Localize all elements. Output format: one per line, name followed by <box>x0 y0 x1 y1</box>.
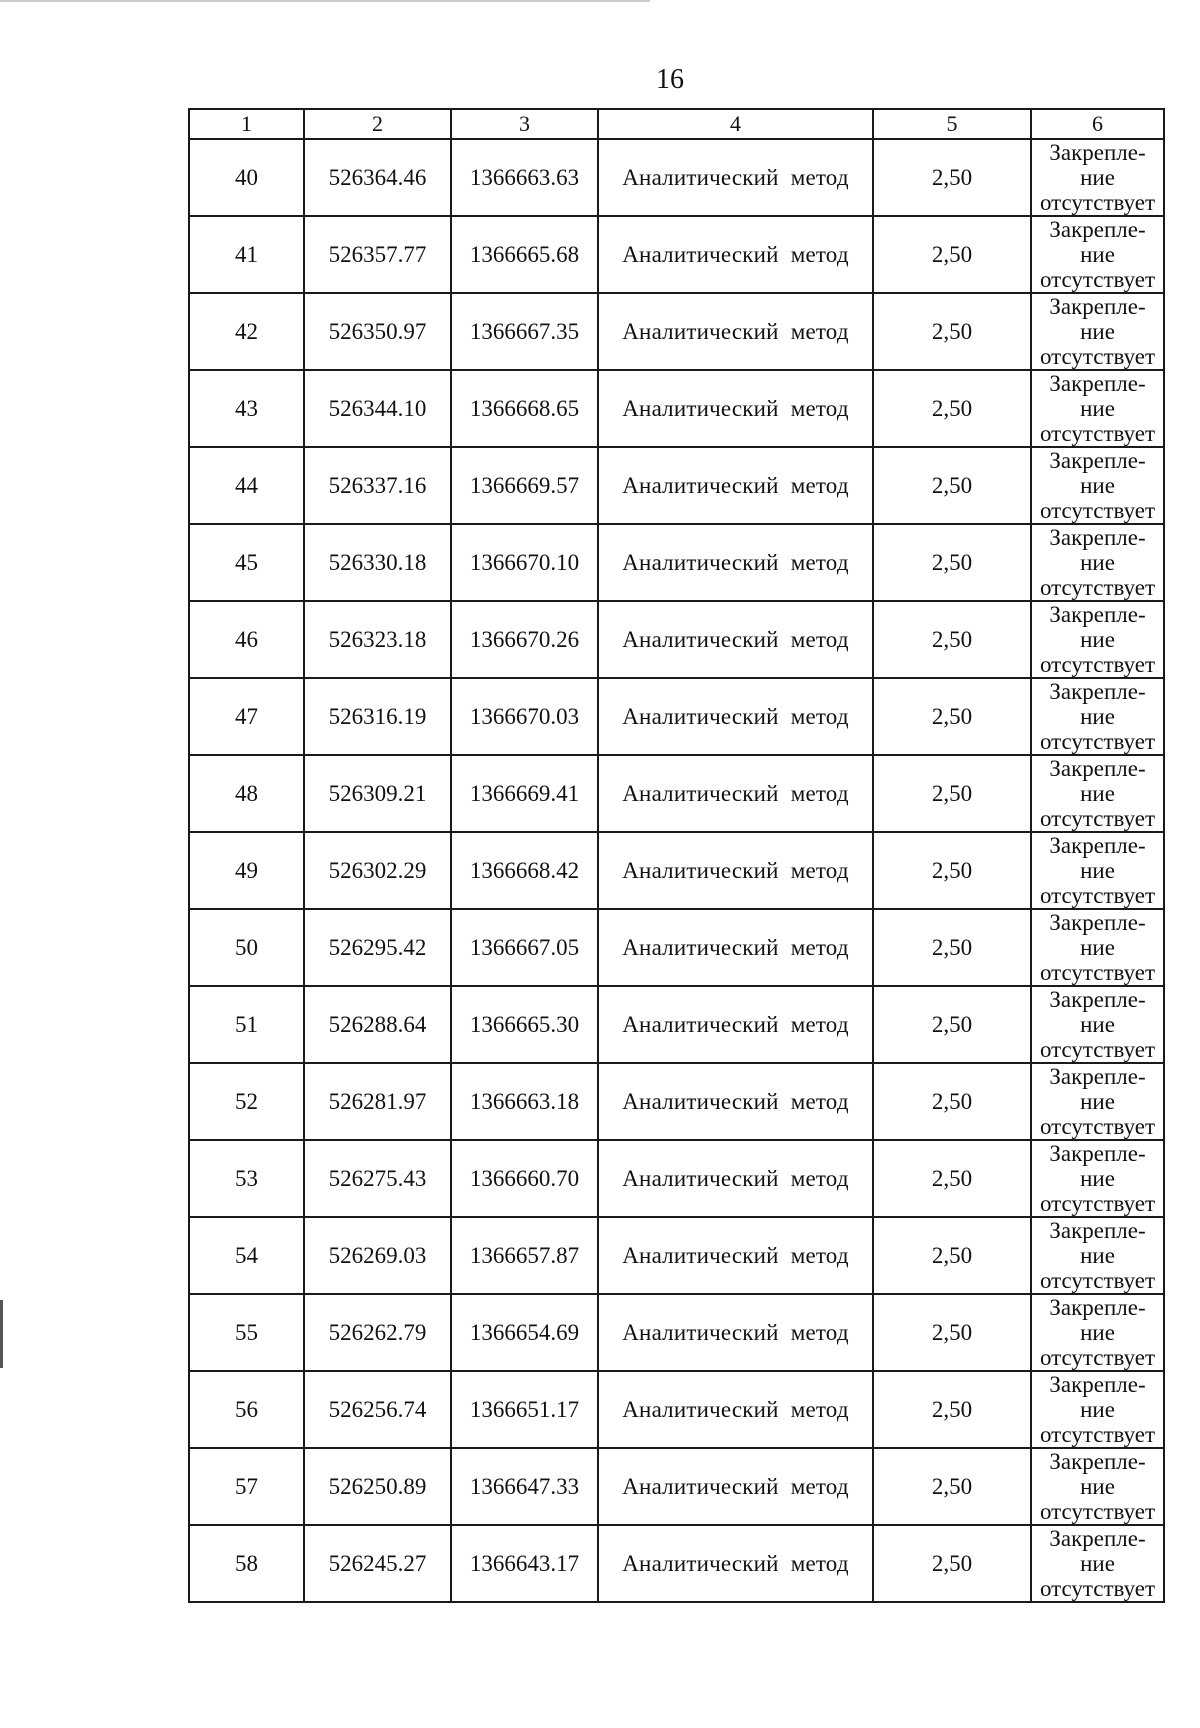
method-word: Аналитический <box>622 626 779 652</box>
accuracy-cell: 2,50 <box>873 139 1031 216</box>
point-number-cell: 41 <box>189 216 304 293</box>
fixation-note-line: Закрепле- <box>1049 525 1146 550</box>
method-word: Аналитический <box>622 934 779 960</box>
fixation-note-line: Закрепле- <box>1049 833 1146 858</box>
method-cell <box>598 216 873 293</box>
point-number-cell: 56 <box>189 1371 304 1448</box>
fixation-note-line: Закрепле- <box>1049 1295 1146 1320</box>
point-number-cell: 42 <box>189 293 304 370</box>
fixation-note-line: ние <box>1080 1320 1115 1345</box>
fixation-note-line: ние <box>1080 165 1115 190</box>
fixation-note-line: отсутствует <box>1039 1422 1156 1447</box>
point-number-cell: 51 <box>189 986 304 1063</box>
x-coordinate-cell: 526350.97 <box>304 293 451 370</box>
fixation-note-line: Закрепле- <box>1049 1218 1146 1243</box>
fixation-note-line: ние <box>1080 781 1115 806</box>
fixation-note-line: ние <box>1080 1397 1115 1422</box>
method-cell <box>598 1448 873 1525</box>
fixation-note-cell <box>1031 524 1164 601</box>
x-coordinate-cell: 526357.77 <box>304 216 451 293</box>
method-word: метод <box>790 626 849 652</box>
accuracy-cell: 2,50 <box>873 986 1031 1063</box>
fixation-note-cell <box>1031 755 1164 832</box>
method-word: метод <box>790 1165 849 1191</box>
method-word: метод <box>790 1319 849 1345</box>
x-coordinate-cell: 526245.27 <box>304 1525 451 1602</box>
point-number-cell: 47 <box>189 678 304 755</box>
x-coordinate-cell: 526288.64 <box>304 986 451 1063</box>
point-number-cell: 52 <box>189 1063 304 1140</box>
y-coordinate-cell: 1366665.30 <box>451 986 598 1063</box>
fixation-note-line: отсутствует <box>1039 729 1156 754</box>
y-coordinate-cell: 1366657.87 <box>451 1217 598 1294</box>
table-row <box>189 524 1164 601</box>
table-row <box>189 293 1164 370</box>
y-coordinate-cell: 1366663.63 <box>451 139 598 216</box>
fixation-note-line: отсутствует <box>1039 960 1156 985</box>
point-number-cell: 57 <box>189 1448 304 1525</box>
y-coordinate-cell: 1366669.57 <box>451 447 598 524</box>
y-coordinate-cell: 1366670.26 <box>451 601 598 678</box>
y-coordinate-cell: 1366669.41 <box>451 755 598 832</box>
method-cell <box>598 293 873 370</box>
accuracy-cell: 2,50 <box>873 370 1031 447</box>
method-cell <box>598 1063 873 1140</box>
fixation-note-line: отсутствует <box>1039 1345 1156 1370</box>
table-row <box>189 1294 1164 1371</box>
point-number-cell: 53 <box>189 1140 304 1217</box>
fixation-note-line: отсутствует <box>1039 1268 1156 1293</box>
point-number-cell: 49 <box>189 832 304 909</box>
method-word: метод <box>790 703 849 729</box>
table-row <box>189 139 1164 216</box>
fixation-note-line: Закрепле- <box>1049 140 1146 165</box>
accuracy-cell: 2,50 <box>873 1063 1031 1140</box>
page-number: 16 <box>656 64 684 95</box>
method-word: Аналитический <box>622 549 779 575</box>
method-word: метод <box>790 1242 849 1268</box>
method-word: Аналитический <box>622 1396 779 1422</box>
y-coordinate-cell: 1366668.65 <box>451 370 598 447</box>
table-row <box>189 601 1164 678</box>
y-coordinate-cell: 1366660.70 <box>451 1140 598 1217</box>
method-word: метод <box>790 1473 849 1499</box>
method-word: метод <box>790 1088 849 1114</box>
fixation-note-line: отсутствует <box>1039 1114 1156 1139</box>
method-word: метод <box>790 241 849 267</box>
fixation-note-line: отсутствует <box>1039 421 1156 446</box>
method-cell <box>598 139 873 216</box>
x-coordinate-cell: 526269.03 <box>304 1217 451 1294</box>
y-coordinate-cell: 1366663.18 <box>451 1063 598 1140</box>
accuracy-cell: 2,50 <box>873 601 1031 678</box>
fixation-note-line: отсутствует <box>1039 1499 1156 1524</box>
point-number-cell: 54 <box>189 1217 304 1294</box>
method-word: метод <box>790 395 849 421</box>
table-row <box>189 370 1164 447</box>
fixation-note-line: отсутствует <box>1039 652 1156 677</box>
coordinates-table <box>188 108 1165 1603</box>
fixation-note-line: ние <box>1080 704 1115 729</box>
method-word: Аналитический <box>622 1088 779 1114</box>
x-coordinate-cell: 526256.74 <box>304 1371 451 1448</box>
fixation-note-line: Закрепле- <box>1049 602 1146 627</box>
method-word: метод <box>790 857 849 883</box>
fixation-note-line: Закрепле- <box>1049 1141 1146 1166</box>
fixation-note-line: Закрепле- <box>1049 1372 1146 1397</box>
accuracy-cell: 2,50 <box>873 1448 1031 1525</box>
y-coordinate-cell: 1366643.17 <box>451 1525 598 1602</box>
fixation-note-line: ние <box>1080 627 1115 652</box>
fixation-note-line: отсутствует <box>1039 883 1156 908</box>
accuracy-cell: 2,50 <box>873 909 1031 986</box>
method-cell <box>598 1371 873 1448</box>
method-cell <box>598 1294 873 1371</box>
fixation-note-line: Закрепле- <box>1049 679 1146 704</box>
fixation-note-line: Закрепле- <box>1049 1526 1146 1551</box>
fixation-note-cell <box>1031 1140 1164 1217</box>
method-cell <box>598 678 873 755</box>
accuracy-cell: 2,50 <box>873 832 1031 909</box>
fixation-note-cell <box>1031 1217 1164 1294</box>
method-word: Аналитический <box>622 1550 779 1576</box>
method-word: метод <box>790 1396 849 1422</box>
method-word: Аналитический <box>622 780 779 806</box>
method-cell <box>598 832 873 909</box>
fixation-note-cell <box>1031 1063 1164 1140</box>
accuracy-cell: 2,50 <box>873 755 1031 832</box>
y-coordinate-cell: 1366667.05 <box>451 909 598 986</box>
x-coordinate-cell: 526275.43 <box>304 1140 451 1217</box>
fixation-note-line: отсутствует <box>1039 575 1156 600</box>
x-coordinate-cell: 526262.79 <box>304 1294 451 1371</box>
fixation-note-line: ние <box>1080 242 1115 267</box>
point-number-cell: 40 <box>189 139 304 216</box>
method-cell <box>598 755 873 832</box>
method-cell <box>598 370 873 447</box>
column-number-2: 2 <box>304 109 451 139</box>
fixation-note-line: ние <box>1080 1474 1115 1499</box>
method-cell <box>598 1140 873 1217</box>
accuracy-cell: 2,50 <box>873 1294 1031 1371</box>
fixation-note-line: ние <box>1080 858 1115 883</box>
fixation-note-cell <box>1031 1448 1164 1525</box>
method-word: метод <box>790 1011 849 1037</box>
fixation-note-cell <box>1031 370 1164 447</box>
fixation-note-line: отсутствует <box>1039 1037 1156 1062</box>
method-word: Аналитический <box>622 318 779 344</box>
fixation-note-line: ние <box>1080 1012 1115 1037</box>
table-row <box>189 216 1164 293</box>
method-word: метод <box>790 472 849 498</box>
fixation-note-cell <box>1031 909 1164 986</box>
fixation-note-cell <box>1031 139 1164 216</box>
fixation-note-cell <box>1031 1294 1164 1371</box>
accuracy-cell: 2,50 <box>873 1371 1031 1448</box>
fixation-note-line: ние <box>1080 1089 1115 1114</box>
point-number-cell: 46 <box>189 601 304 678</box>
x-coordinate-cell: 526295.42 <box>304 909 451 986</box>
fixation-note-line: отсутствует <box>1039 267 1156 292</box>
point-number-cell: 58 <box>189 1525 304 1602</box>
fixation-note-line: Закрепле- <box>1049 371 1146 396</box>
method-word: метод <box>790 318 849 344</box>
method-word: Аналитический <box>622 1011 779 1037</box>
table-row <box>189 1140 1164 1217</box>
fixation-note-line: ние <box>1080 319 1115 344</box>
accuracy-cell: 2,50 <box>873 216 1031 293</box>
method-word: метод <box>790 164 849 190</box>
fixation-note-cell <box>1031 832 1164 909</box>
table-row <box>189 986 1164 1063</box>
column-number-1: 1 <box>189 109 304 139</box>
method-word: Аналитический <box>622 472 779 498</box>
method-cell <box>598 1217 873 1294</box>
fixation-note-line: отсутствует <box>1039 344 1156 369</box>
table-row <box>189 1448 1164 1525</box>
method-word: метод <box>790 934 849 960</box>
y-coordinate-cell: 1366665.68 <box>451 216 598 293</box>
table-row <box>189 1063 1164 1140</box>
x-coordinate-cell: 526281.97 <box>304 1063 451 1140</box>
fixation-note-cell <box>1031 293 1164 370</box>
table-row <box>189 1217 1164 1294</box>
fixation-note-cell <box>1031 216 1164 293</box>
method-word: Аналитический <box>622 1242 779 1268</box>
accuracy-cell: 2,50 <box>873 1217 1031 1294</box>
fixation-note-line: ние <box>1080 550 1115 575</box>
method-word: метод <box>790 549 849 575</box>
accuracy-cell: 2,50 <box>873 1525 1031 1602</box>
accuracy-cell: 2,50 <box>873 293 1031 370</box>
method-word: Аналитический <box>622 1473 779 1499</box>
method-word: метод <box>790 780 849 806</box>
column-number-4: 4 <box>598 109 873 139</box>
fixation-note-line: ние <box>1080 396 1115 421</box>
x-coordinate-cell: 526316.19 <box>304 678 451 755</box>
x-coordinate-cell: 526344.10 <box>304 370 451 447</box>
method-word: Аналитический <box>622 395 779 421</box>
fixation-note-cell <box>1031 601 1164 678</box>
method-word: Аналитический <box>622 164 779 190</box>
y-coordinate-cell: 1366668.42 <box>451 832 598 909</box>
point-number-cell: 44 <box>189 447 304 524</box>
method-cell <box>598 986 873 1063</box>
fixation-note-line: ние <box>1080 1551 1115 1576</box>
fixation-note-cell <box>1031 678 1164 755</box>
method-cell <box>598 447 873 524</box>
method-word: Аналитический <box>622 703 779 729</box>
y-coordinate-cell: 1366647.33 <box>451 1448 598 1525</box>
point-number-cell: 48 <box>189 755 304 832</box>
table-row <box>189 1525 1164 1602</box>
fixation-note-cell <box>1031 1525 1164 1602</box>
point-number-cell: 43 <box>189 370 304 447</box>
point-number-cell: 55 <box>189 1294 304 1371</box>
fixation-note-line: отсутствует <box>1039 1191 1156 1216</box>
x-coordinate-cell: 526330.18 <box>304 524 451 601</box>
method-word: Аналитический <box>622 857 779 883</box>
fixation-note-line: Закрепле- <box>1049 217 1146 242</box>
column-number-6: 6 <box>1031 109 1164 139</box>
fixation-note-line: Закрепле- <box>1049 294 1146 319</box>
x-coordinate-cell: 526302.29 <box>304 832 451 909</box>
fixation-note-line: ние <box>1080 473 1115 498</box>
fixation-note-cell <box>1031 1371 1164 1448</box>
table-row <box>189 447 1164 524</box>
method-word: Аналитический <box>622 1319 779 1345</box>
method-word: метод <box>790 1550 849 1576</box>
y-coordinate-cell: 1366667.35 <box>451 293 598 370</box>
point-number-cell: 50 <box>189 909 304 986</box>
x-coordinate-cell: 526323.18 <box>304 601 451 678</box>
fixation-note-line: ние <box>1080 1166 1115 1191</box>
fixation-note-line: ние <box>1080 935 1115 960</box>
fixation-note-line: отсутствует <box>1039 190 1156 215</box>
x-coordinate-cell: 526250.89 <box>304 1448 451 1525</box>
accuracy-cell: 2,50 <box>873 678 1031 755</box>
scan-margin-mark <box>0 1300 3 1368</box>
x-coordinate-cell: 526364.46 <box>304 139 451 216</box>
accuracy-cell: 2,50 <box>873 447 1031 524</box>
y-coordinate-cell: 1366651.17 <box>451 1371 598 1448</box>
table-row <box>189 1371 1164 1448</box>
fixation-note-line: Закрепле- <box>1049 987 1146 1012</box>
column-number-3: 3 <box>451 109 598 139</box>
table-body <box>189 139 1164 1602</box>
column-number-5: 5 <box>873 109 1031 139</box>
column-number-row <box>189 109 1164 139</box>
fixation-note-line: Закрепле- <box>1049 1449 1146 1474</box>
point-number-cell: 45 <box>189 524 304 601</box>
accuracy-cell: 2,50 <box>873 524 1031 601</box>
y-coordinate-cell: 1366670.03 <box>451 678 598 755</box>
y-coordinate-cell: 1366654.69 <box>451 1294 598 1371</box>
fixation-note-cell <box>1031 986 1164 1063</box>
y-coordinate-cell: 1366670.10 <box>451 524 598 601</box>
accuracy-cell: 2,50 <box>873 1140 1031 1217</box>
method-cell <box>598 601 873 678</box>
method-word: Аналитический <box>622 1165 779 1191</box>
x-coordinate-cell: 526337.16 <box>304 447 451 524</box>
fixation-note-line: Закрепле- <box>1049 756 1146 781</box>
fixation-note-line: отсутствует <box>1039 498 1156 523</box>
fixation-note-line: ние <box>1080 1243 1115 1268</box>
method-cell <box>598 524 873 601</box>
fixation-note-line: отсутствует <box>1039 1576 1156 1601</box>
method-word: Аналитический <box>622 241 779 267</box>
table-row <box>189 755 1164 832</box>
table-row <box>189 832 1164 909</box>
table-row <box>189 909 1164 986</box>
table-row <box>189 678 1164 755</box>
fixation-note-line: Закрепле- <box>1049 1064 1146 1089</box>
method-cell <box>598 1525 873 1602</box>
fixation-note-line: Закрепле- <box>1049 910 1146 935</box>
fixation-note-line: отсутствует <box>1039 806 1156 831</box>
fixation-note-cell <box>1031 447 1164 524</box>
x-coordinate-cell: 526309.21 <box>304 755 451 832</box>
scan-top-noise <box>0 0 650 2</box>
fixation-note-line: Закрепле- <box>1049 448 1146 473</box>
method-cell <box>598 909 873 986</box>
